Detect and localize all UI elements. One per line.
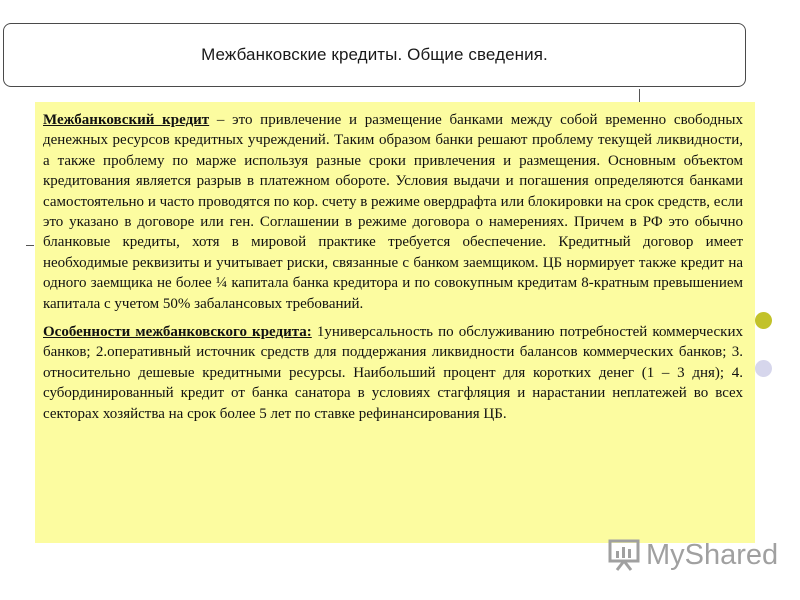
slide-title-box xyxy=(3,23,746,87)
definition-text: – это привлечение и размещение банками между собой временно свободных денежных ресурсов кредитных учреждений. Таким образом банки решают проблему текущей ликвидности, а также проблему по марже используя разные сроки привлечения и размещения. Основным объектом кредитования является разрыв в платежном обороте. Условия выдачи и погашения определяются банками самостоятельно и часто проводятся по кор. счету в режиме овердрафта или блокировки на срок средств, если это указано в договоре или ген. Соглашении в режиме договора о намерениях. Причем в РФ это обычно бланковые кредиты, хотя в мировой практике требуется обеспечение. Кредитный договор имеет необходимые реквизиты и учитывает риски, связанные с банком заемщиком. ЦБ нормирует также кредит на одного заемщика не более ¼ капитала банка кредитора и по совокупным кредитам 8-кратным превышением капитала с учетом 50% забалансовых требований. xyxy=(43,112,743,312)
definition-term: Межбанковский кредит xyxy=(43,112,210,128)
decorative-dot-lavender xyxy=(755,360,772,377)
content-box xyxy=(35,102,755,543)
connector-line-vertical xyxy=(639,89,640,103)
presentation-board-icon xyxy=(608,538,642,572)
decorative-dot-olive xyxy=(755,312,772,329)
watermark xyxy=(608,535,778,575)
paragraph-features xyxy=(43,322,743,424)
features-text: 1универсальность по обслуживанию потребностей коммерческих банков; 2.оперативный источник средств для поддержания ликвидности балансов коммерческих банков; 3. относительно дешевые кредитными ресурсы. Наибольший процент для коротких денег (1 – 3 дня); 4. субординированный кредит от банка санатора в условиях стагфляция и нарастании неплатежей во всех секторах хозяйства на срок более 5 лет по ставке рефинансирования ЦБ. xyxy=(43,324,743,422)
features-term: Особенности межбанковского кредита: xyxy=(43,324,312,341)
connector-line-horizontal xyxy=(26,245,34,246)
watermark-text: MyShared xyxy=(646,538,779,571)
slide-title: Межбанковские кредиты. Общие сведения. xyxy=(201,45,548,64)
paragraph-definition xyxy=(43,110,743,314)
